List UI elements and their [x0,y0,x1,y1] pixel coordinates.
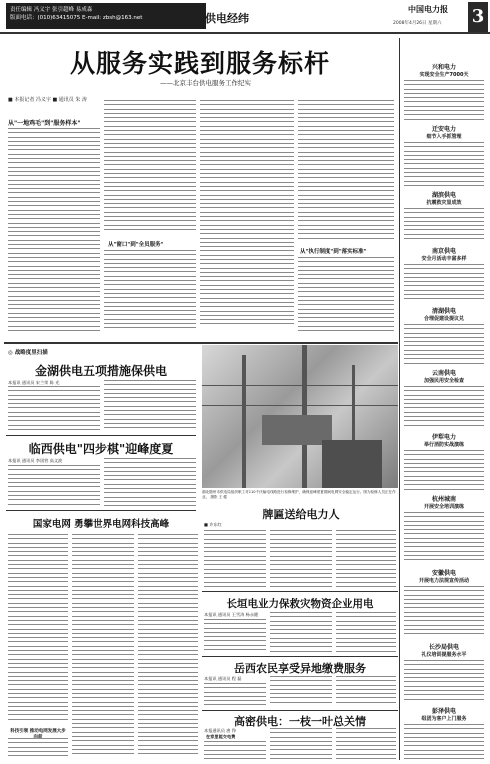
lead-body-col3 [200,100,294,334]
sidebar-story [402,306,486,322]
sidebar-story-sub: 礼仪培训提服务水平 [421,652,467,658]
story-body [336,530,396,588]
sidebar-story-title: 清湖供电 [431,308,456,315]
lead-section-heading: 从"一地鸡毛"到"服务样本" [8,120,81,127]
editor-line: 责任编辑 冯义宇 张引超峰 易成森 [10,7,93,13]
sidebar-body [404,264,484,302]
story-byline: 本报讯 通讯员 宋兰荣 陈 光 [8,380,60,385]
story-body [138,534,198,758]
story-subheading: 在家里能交电费 [206,734,236,739]
story-body [204,741,266,761]
section-banner: ◎ 战略度里扫描 [8,350,48,356]
sidebar-story-title: 云南供电 [431,370,456,377]
story-body [270,612,332,653]
story-body [104,458,196,507]
sidebar-body [404,586,484,638]
story-body [336,728,396,761]
news-photo [202,345,398,488]
masthead [0,0,490,34]
lead-section-heading: 从"执行制度"到"落实标准" [300,249,367,255]
sidebar-story [402,432,486,448]
lead-subhead: ——北京丰台供电服务工作纪实 [160,79,251,87]
story-body [204,619,266,653]
lead-body-col2 [104,100,196,236]
sidebar-story-title: 迁安电力 [431,126,456,133]
sidebar-story [402,494,486,510]
sidebar-body [404,142,484,186]
story-body [72,534,134,758]
photo-credit: 摄影 王 健 [210,495,228,499]
sidebar-story-title: 彭泽供电 [431,708,456,715]
story-body [204,530,266,588]
lead-byline: ■ 本报记者 冯义宇 ■ 通讯员 朱 涛 [8,97,87,103]
sidebar-story-title: 兴和电力 [431,64,456,71]
lead-body-col4b [298,257,394,335]
story-body [8,386,100,432]
sidebar-story [402,190,486,206]
photo-caption [202,490,398,500]
sidebar-body [404,208,484,242]
sidebar-story-sub: 举行消防实战演练 [423,442,464,448]
story-byline: 本报通讯员 唐 铮 [204,728,236,733]
sidebar-body [404,324,484,364]
paper-name: 中国电力报 [408,4,448,14]
sidebar-body [404,724,484,760]
issue-date: 2008年4月26日 星期六 [393,21,442,26]
story-body [8,534,68,724]
sidebar-story-sub: 细节入手抓管理 [426,134,462,140]
story-body [8,738,68,758]
lead-headline: 从服务实践到服务标杆 [69,49,330,78]
sidebar-story-title: 安徽供电 [431,570,456,577]
page-section-title: 供电经纬 [205,12,249,25]
page-number: 3 [468,2,488,32]
divider [202,591,398,592]
sidebar-story-sub: 加强民用安全检查 [423,378,464,384]
divider [202,710,398,711]
sidebar-story-title: 杭州城南 [431,496,456,503]
sidebar-body [404,512,484,564]
lead-body-col1 [8,128,100,334]
lead-body-col4 [298,100,394,244]
sidebar-body [404,660,484,702]
lead-body-col2b [104,250,196,334]
sidebar-story [402,642,486,658]
story-headline: 岳西农民享受异地缴费服务 [234,662,366,675]
lead-section-heading: 从"窗口"到"全员服务" [108,242,164,248]
sidebar-divider [399,38,400,760]
sidebar-body [404,386,484,428]
sidebar-story-sub: 实现安全生产7000天 [419,72,469,78]
sidebar-story-sub: 开展安全培训演练 [423,504,464,510]
photo-caption-text: 湖北随州市供电局组织职工对110千伏输电线路进行检修维护，确保迎峰度夏期间电网安全稳定运行。图为检修人员正在作业。 [202,490,396,499]
sidebar-story-title: 湖滨供电 [431,192,456,199]
sidebar-story-sub: 安全月活动丰富多样 [421,256,467,262]
sidebar-story [402,62,486,78]
sidebar-story [402,368,486,384]
sidebar-story-sub: 开展电力法规宣传活动 [418,578,469,584]
editor-info-box [6,3,206,29]
sidebar-story-sub: 抗震救灾显成效 [426,200,462,206]
divider [6,510,196,511]
sidebar-story [402,706,486,722]
divider [6,435,196,436]
sidebar-story [402,246,486,262]
sidebar-story-title: 南京供电 [431,248,456,255]
story-byline: 本报讯 通讯员 李国营 高文波 [8,458,63,463]
story-byline: ■ 许东红 [204,522,222,527]
story-subheading: 科技引领 推动电网发展大步 [10,729,66,734]
story-headline: 国家电网 勇攀世界电网科技高峰 [32,519,170,530]
sidebar-story-sub: 组团为客户上门服务 [421,716,467,722]
sidebar-story [402,124,486,140]
story-body [8,465,100,507]
story-headline: 高密供电：一枝一叶总关情 [234,715,366,728]
sidebar-story-sub: 合理促建设提议兑 [423,316,464,322]
story-body [270,676,332,707]
story-body [336,676,396,707]
story-body [204,683,266,707]
sidebar-story-title: 长沙局供电 [428,644,459,651]
story-body [104,380,196,432]
contact-line: 版面电话：(010)63415075 E-mail: zbsh@163.net [10,15,143,21]
story-headline: 临西供电"四步棋"迎峰度夏 [28,442,174,456]
sidebar-story [402,568,486,584]
story-body [270,530,332,588]
sidebar-body [404,450,484,490]
story-headline: 金湖供电五项措施保供电 [34,364,167,378]
sidebar-body [404,80,484,120]
divider [202,656,398,657]
story-byline: 本报讯 通讯员 王雪涛 杨永健 [204,612,259,617]
lead-divider [4,342,398,344]
story-body [270,728,332,761]
story-body [336,612,396,653]
story-headline: 长垣电业力保救灾物资企业用电 [226,598,374,610]
sidebar-story-title: 伊犁电力 [431,434,456,441]
story-byline: 本报讯 通讯员 程 磊 [204,676,242,681]
story-headline: 牌匾送给电力人 [262,508,340,521]
